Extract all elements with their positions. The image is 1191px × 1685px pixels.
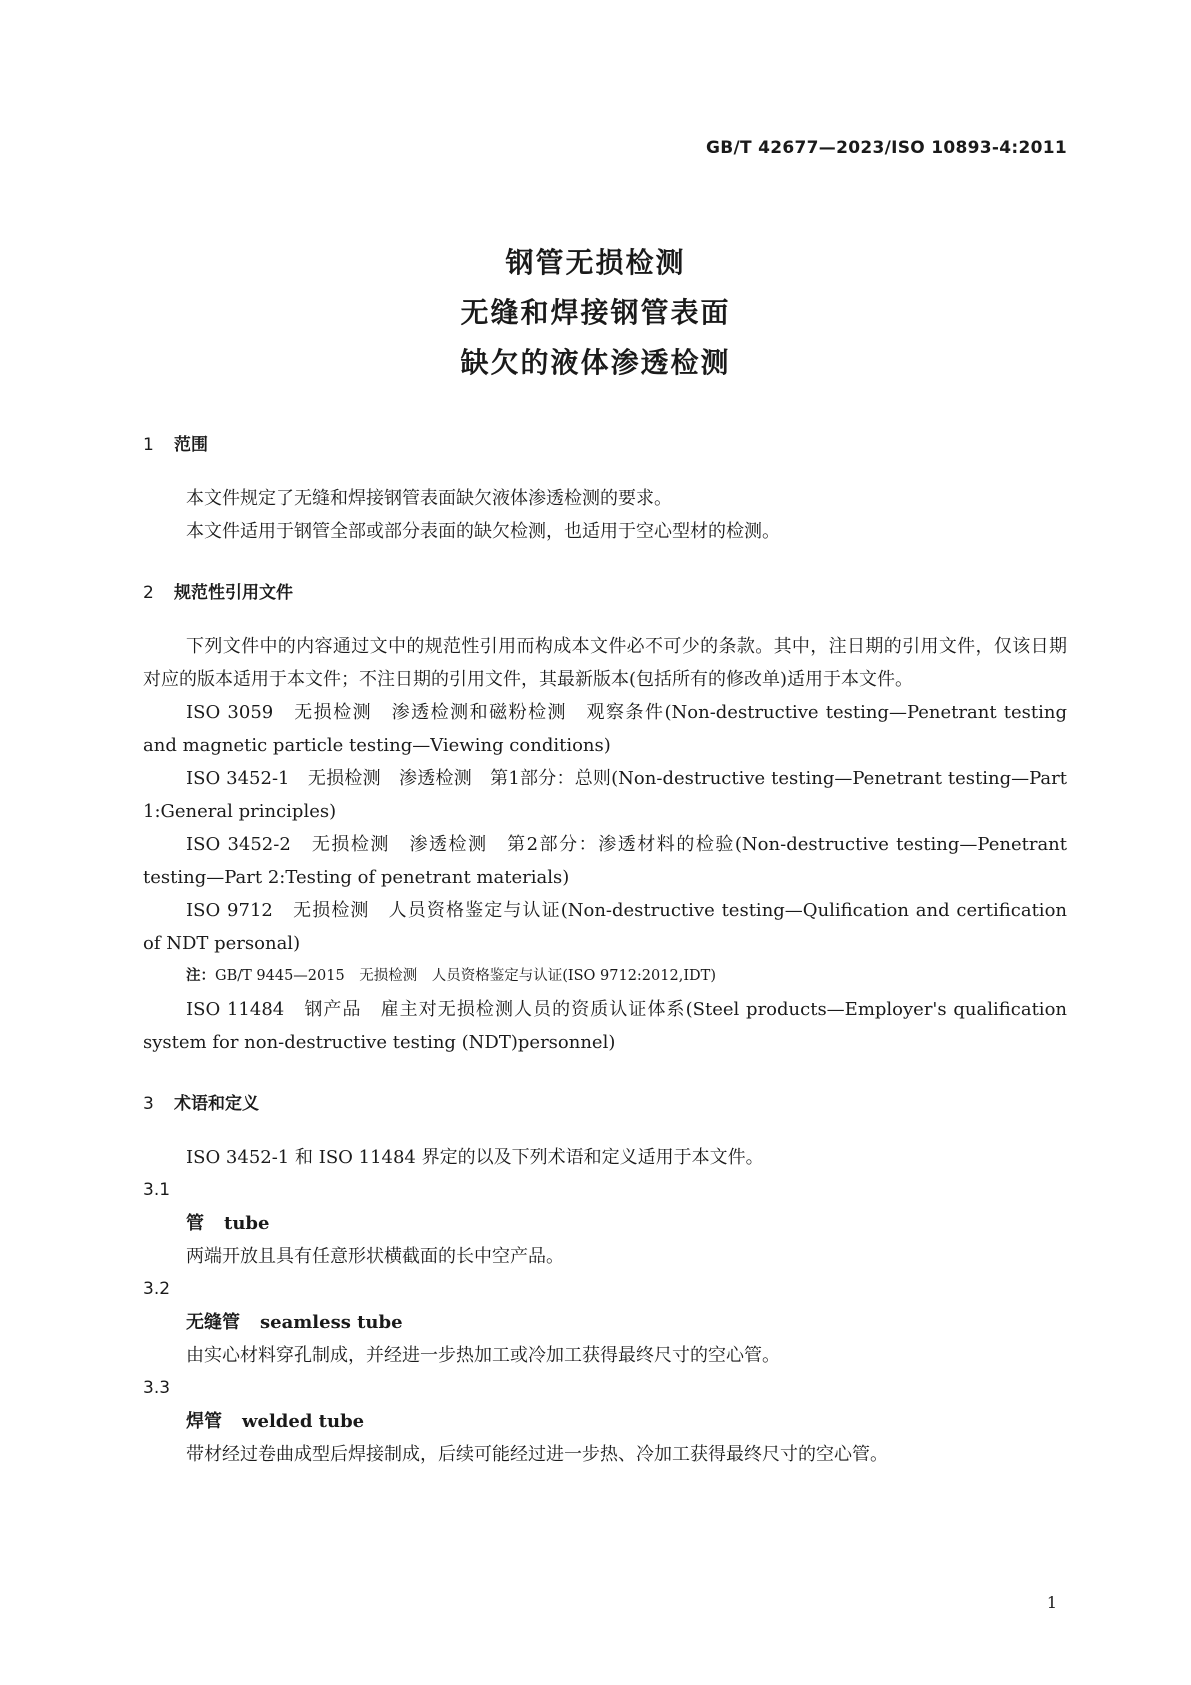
section-number: 2 <box>143 583 154 603</box>
term-name <box>143 1405 1067 1438</box>
section-title: 规范性引用文件 <box>174 583 293 603</box>
term-entry <box>143 1372 1067 1471</box>
document-title <box>0 238 1191 388</box>
term-name-zh: 焊管 <box>186 1411 222 1432</box>
term-name-en: seamless tube <box>260 1312 403 1333</box>
term-name <box>143 1306 1067 1339</box>
normative-intro-paragraph: 下列文件中的内容通过文中的规范性引用而构成本文件必不可少的条款。其中，注日期的引用文件，仅该日期对应的版本适用于本文件；不注日期的引用文件，其最新版本(包括所有的修改单)适用于本文件。 <box>143 636 1067 690</box>
section-1-heading <box>143 430 1067 460</box>
page-number: 1 <box>1046 1593 1057 1612</box>
reference-entry: ISO 3452-1 无损检测 渗透检测 第1部分：总则(Non-destructive testing—Penetrant testing—Part 1:General principles) <box>143 768 1067 822</box>
term-name-en: welded tube <box>242 1411 365 1432</box>
term-name <box>143 1207 1067 1240</box>
term-entry <box>143 1174 1067 1273</box>
section-title: 术语和定义 <box>174 1094 259 1114</box>
term-number: 3.2 <box>143 1279 171 1299</box>
term-definition: 带材经过卷曲成型后焊接制成，后续可能经过进一步热、冷加工获得最终尺寸的空心管。 <box>186 1444 888 1465</box>
section-2-heading <box>143 578 1067 608</box>
reference-note <box>143 960 1067 993</box>
title-line-3: 缺欠的液体渗透检测 <box>460 346 731 379</box>
reference-entry: ISO 9712 无损检测 人员资格鉴定与认证(Non-destructive testing—Qulification and certification of NDT personal) <box>143 900 1067 954</box>
term-name-zh: 无缝管 <box>186 1312 240 1333</box>
term-definition: 由实心材料穿孔制成，并经进一步热加工或冷加工获得最终尺寸的空心管。 <box>186 1345 780 1366</box>
term-number: 3.1 <box>143 1180 171 1200</box>
term-name-en: tube <box>224 1213 270 1234</box>
section-3-heading <box>143 1089 1067 1119</box>
term-definition: 两端开放且具有任意形状横截面的长中空产品。 <box>186 1246 564 1267</box>
term-name-zh: 管 <box>186 1213 204 1234</box>
section-number: 3 <box>143 1094 154 1114</box>
note-label: 注： <box>186 968 215 984</box>
note-text: GB/T 9445—2015 无损检测 人员资格鉴定与认证(ISO 9712:2012,IDT) <box>215 968 716 984</box>
term-number: 3.3 <box>143 1378 171 1398</box>
document-body <box>143 430 1067 1471</box>
title-line-2: 无缝和焊接钢管表面 <box>460 296 731 329</box>
scope-paragraph: 本文件适用于钢管全部或部分表面的缺欠检测，也适用于空心型材的检测。 <box>186 521 780 542</box>
terms-intro-paragraph: ISO 3452-1 和 ISO 11484 界定的以及下列术语和定义适用于本文件。 <box>186 1147 764 1168</box>
reference-entry: ISO 3059 无损检测 渗透检测和磁粉检测 观察条件(Non-destructive testing—Penetrant testing and magnetic particle testing—Viewing conditions) <box>143 702 1067 756</box>
reference-entry: ISO 3452-2 无损检测 渗透检测 第2部分：渗透材料的检验(Non-destructive testing—Penetrant testing—Part 2:Testing of penetrant materials) <box>143 834 1067 888</box>
scope-paragraph: 本文件规定了无缝和焊接钢管表面缺欠液体渗透检测的要求。 <box>186 488 672 509</box>
standard-code: GB/T 42677—2023/ISO 10893-4:2011 <box>706 138 1067 158</box>
section-title: 范围 <box>174 435 208 455</box>
section-number: 1 <box>143 435 154 455</box>
reference-entry: ISO 11484 钢产品 雇主对无损检测人员的资质认证体系(Steel products—Employer's qualification system for non-destructive testing (NDT)personnel) <box>143 999 1067 1053</box>
title-line-1: 钢管无损检测 <box>505 246 686 279</box>
term-entry <box>143 1273 1067 1372</box>
